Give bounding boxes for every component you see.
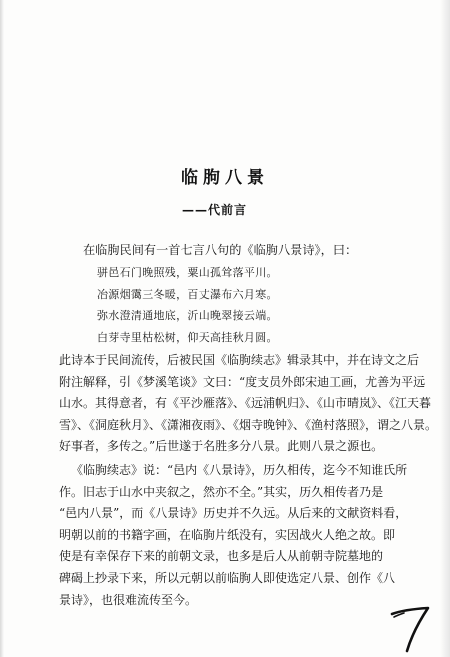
- text-line: 《临朐续志》说：“邑内《八景诗》，历久相传，迄今不知谁氏所: [71, 463, 408, 477]
- text-line: 使是有幸保存下来的前朝文录，也多是后人从前朝寺院墓地的: [59, 549, 384, 564]
- text-line: 山水。其得意者，有《平沙雁落》、《远浦帆归》、《山市晴岚》、《江天暮: [59, 396, 432, 411]
- text-line: 作。旧志于山水中夹叙之，然亦不全。”其实，历久相传者乃是: [59, 484, 384, 499]
- handwritten-page-number: [388, 604, 434, 654]
- paragraph-2: [59, 460, 407, 611]
- scan-edge-right: [440, 0, 450, 657]
- text-line: 附注解释，引《梦溪笔谈》文曰：“度支员外郎宋迪工画，尤善为平远: [59, 374, 426, 389]
- poem-block: [97, 262, 278, 348]
- text-line: 好事者，多传之。”后世遂于名胜多分八景。此则八景之源也。: [59, 439, 384, 454]
- page-subtitle: ——代前言: [182, 203, 248, 217]
- text-line: 明朝以前的书籍字画，在临朐片纸没有，实因战火人绝之故。即: [59, 527, 396, 542]
- poem-line: 白芽寺里枯松树，仰天高挂秋月圆。: [97, 330, 278, 344]
- intro-line: 在临朐民间有一首七言八句的《临朐八景诗》，曰：: [83, 243, 358, 257]
- poem-line: 骈邑石门晚照残，粟山孤耸落平川。: [97, 266, 278, 279]
- text-line: 景诗》，也很难流传至今。: [59, 592, 198, 607]
- text-line: “邑内八景”，而《八景诗》历史并不久远。从后来的文献资料看，: [59, 506, 408, 521]
- poem-line: 弥水澄清通地底，沂山晚翠接云端。: [97, 309, 278, 322]
- text-line: 雪》、《洞庭秋月》、《潇湘夜雨》、《烟寺晚钟》、《渔村落照》，谓之八景。: [59, 417, 438, 432]
- text-line: 碑碣上抄录下来，所以元朝以前临朐人即使选定八景、创作《八: [59, 570, 396, 585]
- poem-line: 冶源烟霭三冬暖，百丈瀑布六月寒。: [97, 287, 278, 301]
- page-title: 临朐八景: [181, 168, 269, 188]
- scan-edge-left: [0, 0, 4, 657]
- paragraph-1: [59, 350, 437, 458]
- text-line: 此诗本于民间流传，后被民国《临朐续志》辑录其中，并在诗文之后: [59, 353, 420, 367]
